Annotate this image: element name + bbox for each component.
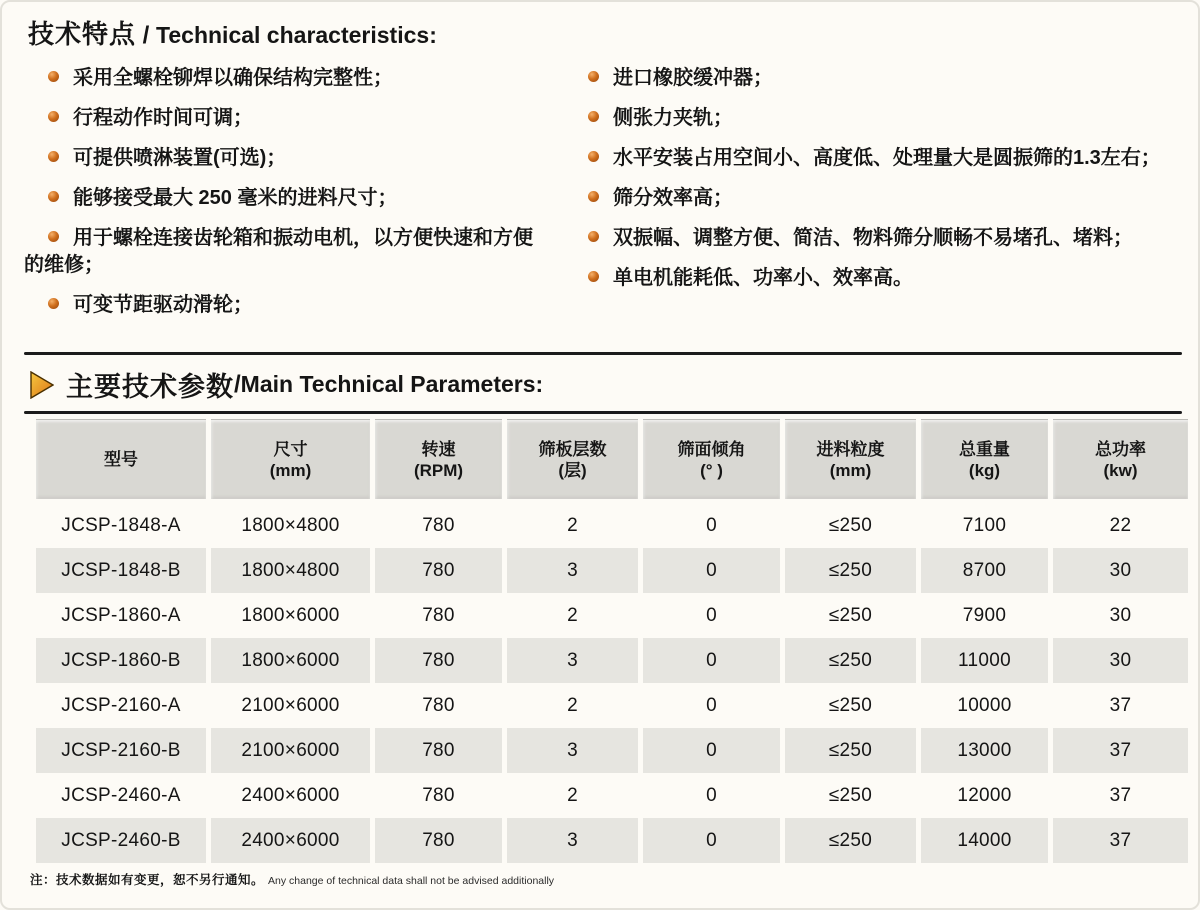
table-row [36,728,1188,773]
feature-text: 侧张力夹轨； [613,107,733,129]
table-cell: 780 [422,604,455,626]
table-cell: 780 [422,514,455,536]
table-cell: 3 [507,638,638,683]
table-cell: 2100×6000 [241,694,340,716]
section1-title-separator: / [136,22,157,49]
section2-title-zh: 主要技术参数 [66,372,234,402]
table-cell: 7900 [962,604,1007,626]
feature-text: 能够接受最大 250 毫米的进料尺寸； [73,187,398,209]
table-cell: 0 [706,694,717,716]
table-cell: 780 [375,728,502,773]
bullet-icon [588,71,599,82]
table-cell: 2 [567,514,578,536]
column-name: 型号 [104,450,138,469]
table-cell: ≤250 [828,694,873,716]
feature-text: 可变节距驱动滑轮； [73,294,253,316]
column-name: 筛板层数 [538,439,607,459]
table-row [36,638,1188,683]
section2-title-en: Main Technical Parameters: [240,371,544,397]
section1-title-en: Technical characteristics: [156,22,437,48]
column-name: 筛面倾角 [677,439,746,459]
table-cell: JCSP-1860-A [61,604,181,626]
table-cell: 37 [1109,694,1132,716]
bullet-icon [48,111,59,122]
triangle-bullet-icon [30,371,54,399]
table-cell: ≤250 [785,548,916,593]
section2-title-separator: / [234,370,241,398]
feature-item [24,292,536,319]
table-row [36,503,1188,548]
feature-text: 双振幅、调整方便、简洁、物料筛分顺畅不易堵孔、堵料； [613,227,1133,249]
bullet-icon [48,231,59,242]
table-cell: 1800×4800 [211,548,370,593]
column-name: 进料粒度 [816,439,885,459]
table-cell: 22 [1109,514,1132,536]
features-right-column [564,65,1184,305]
table-cell: 7100 [962,514,1007,536]
bullet-icon [48,191,59,202]
table-cell: JCSP-1848-B [36,548,206,593]
table-cell: 0 [706,784,717,806]
table-header-cell [36,419,206,499]
table-cell: 1800×6000 [211,638,370,683]
table-header-cell [211,419,370,499]
feature-item [24,105,536,132]
table-cell: 780 [422,694,455,716]
feature-item [24,65,536,92]
column-unit: (mm) [829,460,872,480]
feature-text: 筛分效率高； [613,187,733,209]
table-cell: 0 [643,548,780,593]
table-cell: 37 [1109,784,1132,806]
table-cell: JCSP-2460-B [36,818,206,863]
feature-item [24,225,536,279]
table-cell: 2 [567,784,578,806]
table-header-cell [1053,419,1188,499]
table-cell: ≤250 [785,818,916,863]
column-name: 尺寸 [273,439,308,459]
horizontal-rule-top [24,352,1182,355]
table-cell: ≤250 [828,784,873,806]
feature-text: 进口橡胶缓冲器； [613,67,773,89]
column-unit: (mm) [269,460,312,480]
table-cell: ≤250 [785,638,916,683]
bullet-icon [588,231,599,242]
table-body [36,503,1188,863]
column-name: 转速 [421,439,456,459]
column-unit: (层) [558,460,587,480]
feature-item [564,225,1184,252]
feature-text: 采用全螺栓铆焊以确保结构完整性； [73,67,393,89]
bullet-icon [48,151,59,162]
horizontal-rule-bottom [24,411,1182,414]
features-area [22,65,1184,332]
feature-item [564,145,1184,172]
table-cell: 14000 [921,818,1048,863]
table-cell: 13000 [921,728,1048,773]
table-cell: ≤250 [785,728,916,773]
bullet-icon [588,271,599,282]
parameters-table [36,419,1188,863]
table-cell: 37 [1053,818,1188,863]
table-cell: 780 [422,784,455,806]
footnote-en: Any change of technical data shall not be advised additionally [268,875,555,887]
feature-text: 单电机能耗低、功率小、效率高。 [613,267,913,289]
footnote-zh: 注：技术数据如有变更，恕不另行通知。 [30,873,265,887]
feature-item [564,185,1184,212]
column-unit: (kg) [968,460,1001,480]
feature-text: 水平安装占用空间小、高度低、处理量大是圆振筛的1.3左右； [613,147,1161,169]
table-cell: 0 [643,728,780,773]
table-cell: 37 [1053,728,1188,773]
table-cell: 8700 [921,548,1048,593]
column-unit: (kw) [1103,460,1138,480]
table-cell: 30 [1109,604,1132,626]
table-cell: 10000 [957,694,1012,716]
table-row [36,593,1188,638]
section1-title-zh: 技术特点 [28,19,137,49]
feature-item [24,145,536,172]
table-cell: 3 [507,818,638,863]
table-row [36,773,1188,818]
table-cell: JCSP-1860-B [36,638,206,683]
table-header-cell [643,419,780,499]
table-cell: 11000 [921,638,1048,683]
column-name: 总重量 [959,439,1010,459]
feature-item [564,265,1184,292]
table-cell: 1800×6000 [241,604,340,626]
table-cell: 0 [643,818,780,863]
table-row [36,683,1188,728]
table-cell: 0 [706,604,717,626]
footnote [30,870,1184,889]
feature-text: 用于螺栓连接齿轮箱和振动电机，以方便快速和方便的维修； [24,227,533,276]
table-cell: JCSP-2460-A [61,784,181,806]
table-cell: 0 [706,514,717,536]
bullet-icon [588,111,599,122]
column-unit: (RPM) [413,460,464,480]
table-cell: 3 [507,548,638,593]
table-cell: JCSP-1848-A [61,514,181,536]
table-header-cell [921,419,1048,499]
table-row [36,548,1188,593]
feature-item [564,65,1184,92]
table-header-cell [507,419,638,499]
table-row [36,818,1188,863]
table-header-row [36,419,1188,499]
bullet-icon [588,191,599,202]
table-header-cell [375,419,502,499]
table-cell: ≤250 [828,514,873,536]
table-cell: JCSP-2160-B [36,728,206,773]
table-cell: 2 [567,694,578,716]
section-technical-characteristics-title [28,14,1184,51]
table-cell: 780 [375,548,502,593]
features-left-column [24,65,536,332]
table-cell: 780 [375,818,502,863]
column-name: 总功率 [1095,439,1146,459]
table-cell: 12000 [957,784,1012,806]
table-cell: 2100×6000 [211,728,370,773]
feature-item [564,105,1184,132]
table-cell: 2400×6000 [241,784,340,806]
table-cell: 2400×6000 [211,818,370,863]
table-cell: ≤250 [828,604,873,626]
feature-item [24,185,536,212]
bullet-icon [48,298,59,309]
bullet-icon [48,71,59,82]
table-cell: 780 [375,638,502,683]
table-header-cell [785,419,916,499]
table-cell: 2 [567,604,578,626]
table-cell: 0 [643,638,780,683]
feature-text: 行程动作时间可调； [73,107,253,129]
column-unit: (° ) [700,460,723,480]
table-cell: 30 [1053,638,1188,683]
table-cell: 1800×4800 [241,514,340,536]
table-cell: 3 [507,728,638,773]
table-cell: 30 [1053,548,1188,593]
section-main-parameters-title [30,365,1184,404]
bullet-icon [588,151,599,162]
table-cell: JCSP-2160-A [61,694,181,716]
feature-text: 可提供喷淋装置(可选)； [73,147,287,169]
